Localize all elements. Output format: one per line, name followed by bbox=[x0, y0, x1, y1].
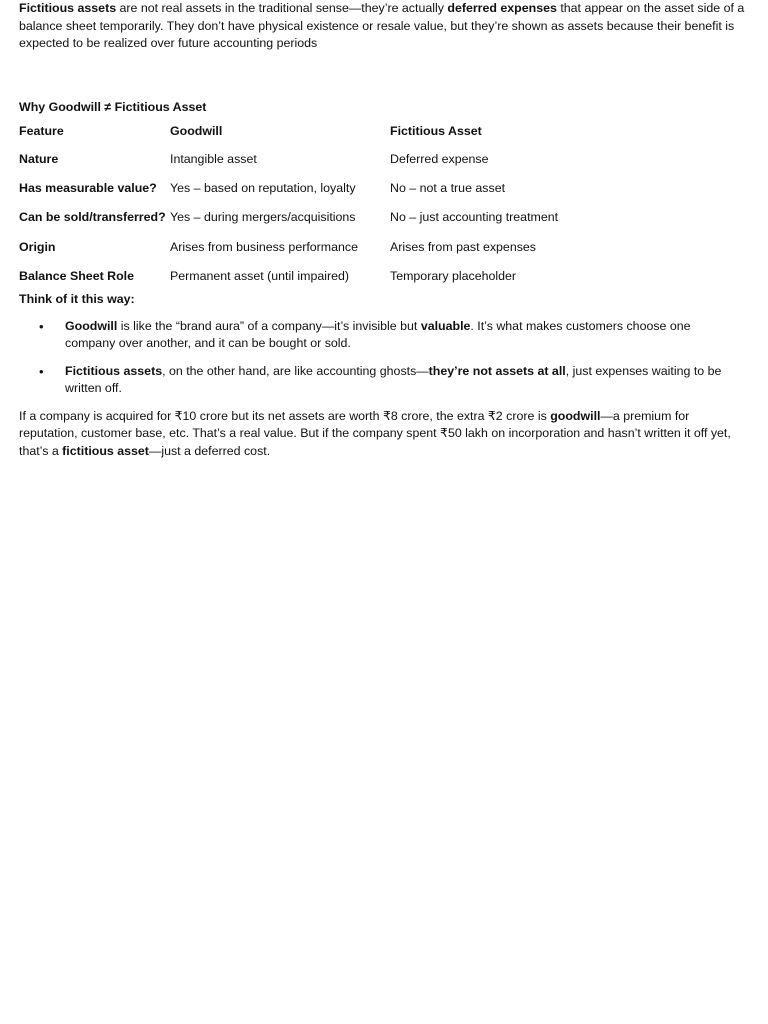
table-row bbox=[19, 233, 690, 262]
column-header: Feature bbox=[19, 123, 64, 138]
intro-term: Fictitious assets bbox=[19, 1, 117, 15]
feature-cell: Can be sold/transferred? bbox=[19, 210, 166, 225]
fictitious-cell: No – not a true asset bbox=[390, 181, 506, 196]
fictitious-cell: Deferred expense bbox=[390, 151, 489, 166]
goodwill-cell: Arises from business performance bbox=[170, 239, 358, 254]
intro-paragraph: Fictitious assets are not real assets in the traditional sense—they’re actually deferred expenses that appear on the asset side of a balance sheet temporarily. They don’t have physical existence or resale value, but they’re shown as assets because their benefit is expected to be realized over future accounting periods bbox=[19, 1, 745, 50]
table-row bbox=[19, 174, 690, 203]
feature-cell: Balance Sheet Role bbox=[19, 269, 135, 284]
goodwill-cell: Intangible asset bbox=[170, 151, 257, 166]
goodwill-cell: Yes – based on reputation, loyalty bbox=[170, 181, 356, 196]
comparison-table bbox=[19, 118, 690, 291]
fictitious-cell: Arises from past expenses bbox=[390, 239, 536, 254]
list-item: • Fictitious assets, on the other hand, are like accounting ghosts—they’re not assets at all, just expenses waiting to be written off. bbox=[39, 363, 722, 396]
feature-cell: Origin bbox=[19, 239, 56, 254]
bullet-list bbox=[19, 318, 749, 398]
table-row bbox=[19, 262, 690, 291]
column-header: Goodwill bbox=[170, 123, 223, 138]
table-header-row bbox=[19, 118, 690, 145]
document-page bbox=[0, 0, 749, 460]
table-row bbox=[19, 204, 690, 233]
think-heading: Think of it this way: bbox=[19, 292, 135, 307]
fictitious-cell: No – just accounting treatment bbox=[390, 210, 559, 225]
feature-cell: Nature bbox=[19, 151, 59, 166]
example-paragraph: If a company is acquired for ₹10 crore but its net assets are worth ₹8 crore, the extra ₹2 crore is goodwill—a premium for reputation, customer base, etc. That’s a real value. But if the company spent ₹50 lakh on incorporation and hasn’t written it off yet, that’s a fictitious asset—just a deferred cost. bbox=[19, 408, 731, 458]
table-row bbox=[19, 145, 690, 174]
column-header: Fictitious Asset bbox=[390, 123, 482, 138]
section-heading: Why Goodwill ≠ Fictitious Asset bbox=[19, 99, 207, 114]
fictitious-cell: Temporary placeholder bbox=[390, 269, 517, 284]
goodwill-cell: Yes – during mergers/acquisitions bbox=[170, 210, 356, 225]
goodwill-cell: Permanent asset (until impaired) bbox=[170, 269, 350, 284]
list-item: • Goodwill is like the “brand aura” of a company—it’s invisible but valuable. It’s what makes customers choose one company over another, and it can be bought or sold. bbox=[39, 318, 691, 351]
feature-cell: Has measurable value? bbox=[19, 181, 157, 196]
